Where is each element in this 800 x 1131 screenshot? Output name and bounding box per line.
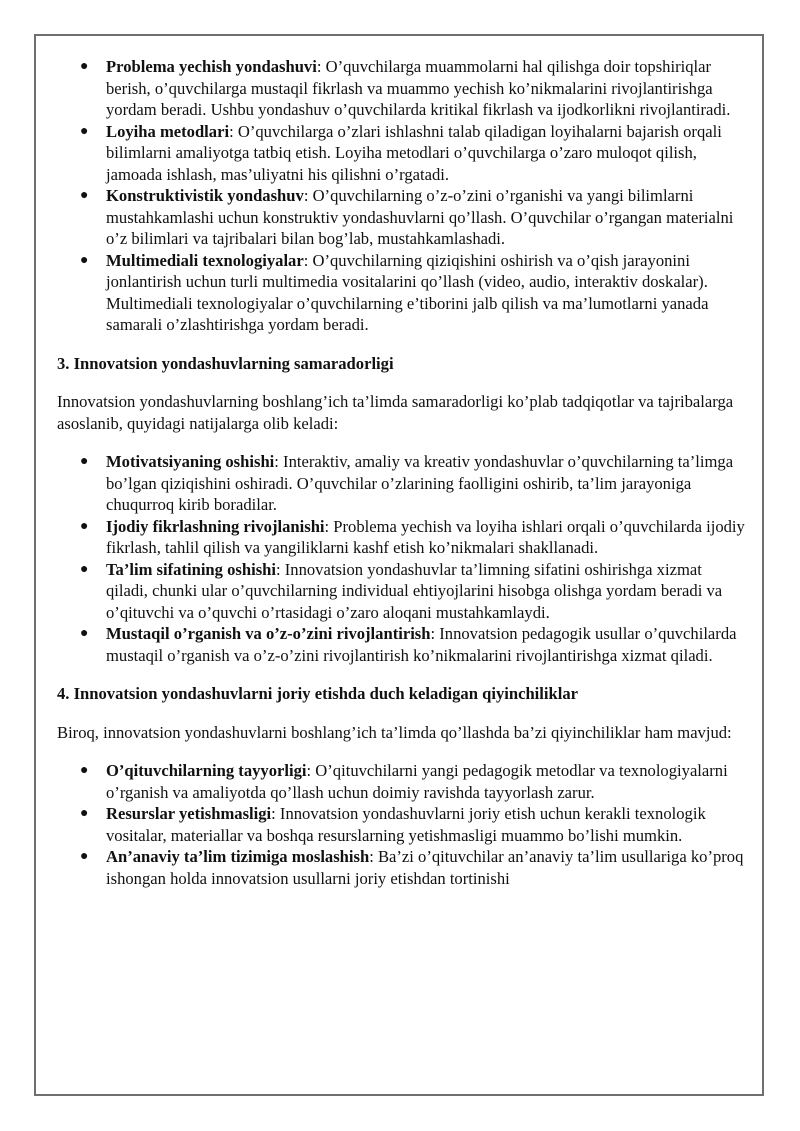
list-item — [57, 760, 747, 803]
bullet-icon: ● — [80, 806, 89, 821]
bullet-icon: ● — [80, 518, 89, 534]
item-term: O’qituvchilarning tayyorligi — [106, 761, 307, 780]
item-text: : Ba’zi o’qituvchilar an’anaviy ta’lim usullariga ko’proq ishongan holda innovatsion usullarni joriy etishdan tortinishi — [106, 847, 744, 888]
challenges-list — [57, 760, 747, 889]
section-3-intro: Innovatsion yondashuvlarning boshlang’ich ta’limda samaradorligi ko’plab tadqiqotlar va tajribalarga asoslanib, quyidagi natijalarga olib keladi: — [57, 392, 734, 433]
list-item — [57, 121, 747, 186]
item-text: : O’quvchilarning qiziqishini oshirish va o’qish jarayonini jonlantirish uchun turli multimedia vositalarini qo’llash (video, audio, interaktiv doskalar). Multimediali texnologiyalar o’quvchilarning e’tiborini jalb qilish va ma’lumotlarni yanada samarali o’zlashtirishga yordam beradi. — [106, 250, 709, 334]
item-term: Mustaqil o’rganish va o’z-o’zini rivojlantirish — [106, 624, 431, 643]
item-text: : Innovatsion yondashuvlar ta’limning sifatini oshirishga xizmat qiladi, chunki ular o’quvchilarning individual ehtiyojlarini hisobga olishga yordam beradi va o’qituvchi va o’quvchi o’rtasidagi o’zaro aloqani mustahkamlaydi. — [106, 559, 723, 622]
item-text: : Innovatsion yondashuvlarni joriy etish uchun kerakli texnologik vositalar, materiallar va boshqa resurslarning yetishmasligi muammo bo’lishi mumkin. — [106, 804, 706, 845]
list-item — [57, 559, 747, 624]
bullet-icon: ● — [80, 252, 89, 268]
item-term: Ta’lim sifatining oshishi — [106, 559, 276, 579]
bullet-icon: ● — [80, 59, 89, 74]
bullet-icon: ● — [80, 188, 89, 203]
bullet-icon: ● — [80, 626, 89, 641]
item-text: : O’qituvchilarni yangi pedagogik metodlar va texnologiyalarni o’rganish va amaliyotda qo’llash uchun doimiy ravishda tayyorlash zarur. — [106, 761, 728, 802]
bullet-icon: ● — [80, 849, 89, 864]
list-item — [57, 250, 747, 336]
list-item — [57, 56, 747, 121]
effectiveness-list — [57, 451, 747, 666]
bullet-icon: ● — [80, 561, 89, 577]
item-text: : Innovatsion pedagogik usullar o’quvchilarda mustaqil o’rganish va o’z-o’zini rivojlantirish ko’nikmalarini rivojlantirishga xizmat qiladi. — [106, 624, 737, 665]
item-term: Konstruktivistik yondashuv — [106, 186, 304, 205]
item-term: Multimediali texnologiyalar — [106, 250, 304, 270]
bullet-icon: ● — [80, 454, 89, 469]
list-item — [57, 803, 747, 846]
item-term: Loyiha metodlari — [106, 121, 230, 141]
item-term: Resurslar yetishmasligi — [106, 804, 272, 823]
list-item — [57, 623, 747, 666]
list-item — [57, 516, 747, 559]
item-term: Motivatsiyaning oshishi — [106, 452, 275, 471]
list-item — [57, 846, 747, 889]
list-item — [57, 185, 747, 250]
document-body — [57, 56, 747, 889]
item-text: : Interaktiv, amaliy va kreativ yondashuvlar o’quvchilarning ta’limga bo’lgan qiziqishini oshiradi. O’quvchilar o’zlarining faolligini oshirib, ta’lim jarayoniga chuqurroq kirib boradilar. — [106, 452, 734, 514]
item-term: An’anaviy ta’lim tizimiga moslashish — [106, 847, 370, 866]
bullet-icon: ● — [80, 763, 89, 778]
item-term: Problema yechish yondashuvi — [106, 57, 317, 76]
bullet-icon: ● — [80, 123, 89, 139]
section-4-heading: 4. Innovatsion yondashuvlarni joriy etishda duch keladigan qiyinchiliklar — [57, 684, 579, 703]
section-4-intro: Biroq, innovatsion yondashuvlarni boshlang’ich ta’limda qo’llashda ba’zi qiyinchiliklar ham mavjud: — [57, 722, 732, 742]
methods-list — [57, 56, 747, 336]
item-text: : Problema yechish va loyiha ishlari orqali o’quvchilarda ijodiy fikrlash, tahlil qilish va yangiliklarni kashf etish ko’nikmalari shakllanadi. — [106, 516, 745, 557]
item-text: : O’quvchilarning o’z-o’zini o’rganishi va yangi bilimlarni mustahkamlashi uchun konstruktiv yondashuvlarni qo’llash. O’quvchilar o’rgangan materialni o’z bilimlari va tajribalari bilan bog’lab, mustahkamlashadi. — [106, 186, 734, 248]
item-term: Ijodiy fikrlashning rivojlanishi — [106, 516, 325, 536]
item-text: : O’quvchilarga o’zlari ishlashni talab qiladigan loyihalarni bajarish orqali bilimlarni amaliyotga tatbiq etish. Loyiha metodlari o’quvchilarga o’zaro muloqot qilish, jamoada ishlash, mas’uliyatni his qilishni o’rgatadi. — [106, 121, 722, 184]
item-text: : O’quvchilarga muammolarni hal qilishga doir topshiriqlar berish, o’quvchilarga mustaqil fikrlash va muammo yechish ko’nikmalarini rivojlantirishga yordam beradi. Ushbu yondashuv o’quvchilarda kritikal fikrlash va ijodkorlikni rivojlantiradi. — [106, 57, 731, 119]
list-item — [57, 451, 747, 516]
section-3-heading: 3. Innovatsion yondashuvlarning samaradorligi — [57, 353, 394, 373]
